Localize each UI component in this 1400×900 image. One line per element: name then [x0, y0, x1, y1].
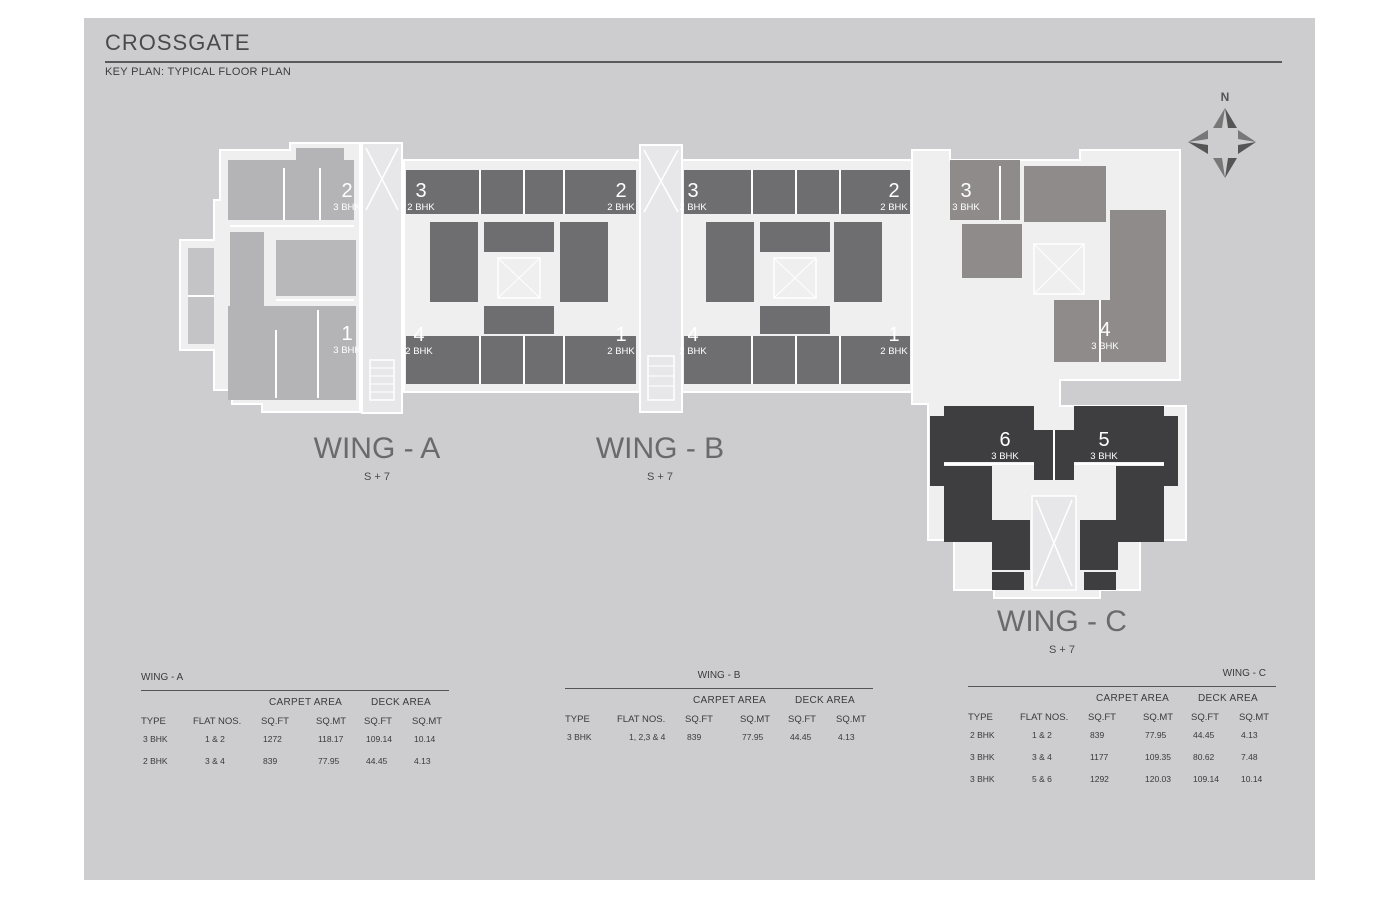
column-header: SQ.FT — [261, 716, 289, 727]
table-title: WING - C — [1222, 668, 1266, 679]
table-cell: 4.13 — [838, 732, 855, 742]
table-cell: 109.14 — [366, 734, 392, 744]
column-header: SQ.MT — [412, 716, 443, 727]
flat-type: 2 BHK — [407, 202, 435, 213]
column-header: SQ.FT — [685, 714, 713, 725]
table-cell: 118.17 — [318, 734, 344, 744]
flat-type: 3 BHK — [952, 202, 980, 213]
flat-number: 5 — [1098, 429, 1110, 451]
table-rule — [968, 686, 1276, 687]
table-cell: 2 BHK — [143, 756, 168, 766]
flat-number: 2 — [888, 180, 900, 202]
flat-type: 2 BHK — [607, 346, 635, 357]
flat-type: 2 BHK — [880, 346, 908, 357]
flat-number: 1 — [888, 324, 900, 346]
table-title: WING - A — [141, 672, 184, 683]
compass-rose — [1188, 90, 1256, 178]
table-cell: 3 BHK — [567, 732, 592, 742]
column-header: SQ.MT — [1143, 712, 1174, 723]
table-rule — [141, 690, 449, 691]
group-carpet-area: CARPET AREA — [1096, 693, 1170, 704]
table-cell: 77.95 — [318, 756, 340, 766]
column-header: SQ.FT — [364, 716, 392, 727]
table-cell: 3 & 4 — [1032, 752, 1052, 762]
table-cell: 4.13 — [414, 756, 431, 766]
wing-floors: S + 7 — [647, 471, 673, 483]
flat-number: 4 — [413, 324, 425, 346]
group-deck-area: DECK AREA — [795, 695, 855, 706]
flat-number: 1 — [615, 324, 627, 346]
table-cell: 1272 — [263, 734, 282, 744]
flat-type: 3 BHK — [991, 451, 1019, 462]
column-header: SQ.MT — [740, 714, 771, 725]
table-cell: 44.45 — [790, 732, 812, 742]
column-header: SQ.FT — [1191, 712, 1219, 723]
table-cell: 109.35 — [1145, 752, 1171, 762]
flat-type: 3 BHK — [1091, 341, 1119, 352]
table-cell: 1, 2,3 & 4 — [629, 732, 666, 742]
flat-type: 2 BHK — [679, 202, 707, 213]
table-cell: 7.48 — [1241, 752, 1258, 762]
wing-title: WING - A — [313, 432, 441, 465]
page-subtitle: KEY PLAN: TYPICAL FLOOR PLAN — [105, 66, 292, 78]
flat-type: 2 BHK — [880, 202, 908, 213]
flat-type: 2 BHK — [679, 346, 707, 357]
table-cell: 5 & 6 — [1032, 774, 1052, 784]
table-cell: 1 & 2 — [205, 734, 225, 744]
wing-title: WING - B — [595, 432, 725, 465]
flat-type: 3 BHK — [1090, 451, 1118, 462]
flat-type: 3 BHK — [333, 202, 361, 213]
column-header: SQ.FT — [788, 714, 816, 725]
flat-number: 3 — [415, 180, 427, 202]
area-table — [968, 668, 1276, 798]
group-deck-area: DECK AREA — [1198, 693, 1258, 704]
table-cell: 44.45 — [366, 756, 388, 766]
table-cell: 109.14 — [1193, 774, 1219, 784]
table-cell: 10.14 — [1241, 774, 1263, 784]
column-header: SQ.MT — [316, 716, 347, 727]
wing-floors: S + 7 — [1049, 644, 1075, 656]
table-cell: 839 — [263, 756, 278, 766]
table-cell: 2 BHK — [970, 730, 995, 740]
flat-number: 1 — [341, 323, 353, 345]
table-cell: 80.62 — [1193, 752, 1215, 762]
table-cell: 839 — [1090, 730, 1105, 740]
group-deck-area: DECK AREA — [371, 697, 431, 708]
table-cell: 3 & 4 — [205, 756, 225, 766]
table-cell: 3 BHK — [143, 734, 168, 744]
wing-b-floorplan — [404, 145, 912, 412]
group-carpet-area: CARPET AREA — [269, 697, 343, 708]
table-cell: 1 & 2 — [1032, 730, 1052, 740]
flat-number: 3 — [960, 180, 972, 202]
column-header: FLAT NOS. — [617, 714, 666, 725]
flat-type: 2 BHK — [607, 202, 635, 213]
table-cell: 3 BHK — [970, 752, 995, 762]
table-cell: 10.14 — [414, 734, 436, 744]
table-rule — [565, 688, 873, 689]
area-table — [141, 672, 449, 802]
table-cell: 3 BHK — [970, 774, 995, 784]
flat-number: 2 — [615, 180, 627, 202]
column-header: TYPE — [141, 716, 166, 727]
wing-c-floorplan — [912, 150, 1186, 598]
column-header: FLAT NOS. — [193, 716, 242, 727]
table-title: WING - B — [697, 670, 741, 681]
wing-title: WING - C — [997, 605, 1127, 638]
column-header: FLAT NOS. — [1020, 712, 1069, 723]
flat-number: 3 — [687, 180, 699, 202]
column-header: SQ.FT — [1088, 712, 1116, 723]
flat-number: 4 — [687, 324, 699, 346]
table-cell: 4.13 — [1241, 730, 1258, 740]
table-cell: 120.03 — [1145, 774, 1171, 784]
area-table — [565, 670, 873, 800]
column-header: SQ.MT — [836, 714, 867, 725]
page-title: CROSSGATE — [105, 30, 251, 55]
column-header: TYPE — [968, 712, 993, 723]
flat-type: 3 BHK — [333, 345, 361, 356]
table-cell: 1177 — [1090, 752, 1109, 762]
flat-type: 2 BHK — [405, 346, 433, 357]
compass-north-label: N — [1220, 90, 1230, 104]
table-cell: 839 — [687, 732, 702, 742]
wing-a-floorplan — [180, 143, 402, 413]
wing-floors: S + 7 — [364, 471, 390, 483]
table-cell: 77.95 — [1145, 730, 1167, 740]
column-header: SQ.MT — [1239, 712, 1270, 723]
table-cell: 44.45 — [1193, 730, 1215, 740]
group-carpet-area: CARPET AREA — [693, 695, 767, 706]
flat-number: 2 — [341, 180, 353, 202]
column-header: TYPE — [565, 714, 590, 725]
table-cell: 1292 — [1090, 774, 1109, 784]
table-cell: 77.95 — [742, 732, 764, 742]
flat-number: 6 — [999, 429, 1011, 451]
flat-number: 4 — [1099, 319, 1111, 341]
